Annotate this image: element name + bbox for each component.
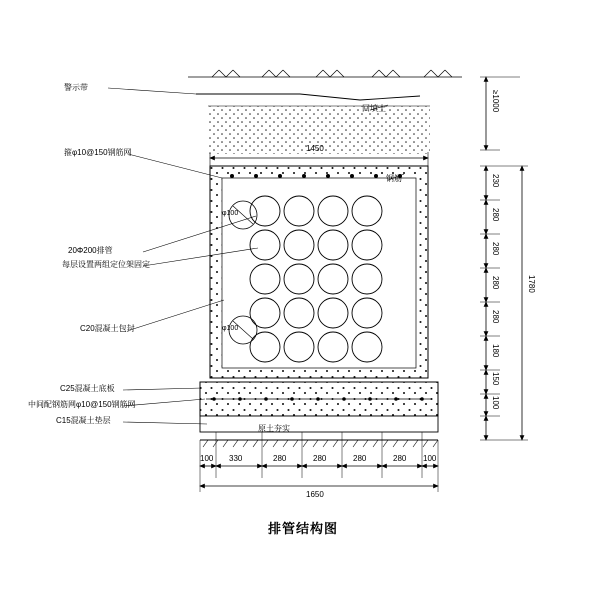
dim-right-4: 280: [491, 310, 500, 324]
label-pipe-fix-note: 每层设置两组定位架固定: [62, 260, 150, 269]
dim-bottom-width: 1650: [306, 490, 324, 499]
label-pipe-dia-upper: φ100: [222, 210, 239, 217]
dim-right-7: 100: [491, 396, 500, 410]
dim-right-6: 150: [491, 372, 500, 386]
dim-right-0: 230: [491, 174, 500, 188]
dim-top-width: 1450: [306, 144, 324, 153]
dim-bottom-5: 280: [393, 454, 407, 463]
label-pipe-count: 20Φ200排管: [68, 246, 113, 255]
label-mid-mesh: 中间配钢筋网φ10@150钢筋网: [28, 400, 136, 409]
label-concrete-encase: C20混凝土包封: [80, 324, 135, 333]
dim-bottom-4: 280: [353, 454, 367, 463]
label-pipe-dia-lower: φ100: [222, 325, 239, 332]
dim-bottom-2: 280: [273, 454, 287, 463]
dim-right-5: 180: [491, 344, 500, 358]
dim-cover-depth: ≥1000: [491, 90, 500, 113]
label-backfill: 回填土: [362, 104, 386, 113]
dim-right-3: 280: [491, 276, 500, 290]
label-compacted-soil: 原土夯实: [258, 424, 290, 433]
dim-bottom-6: 100: [423, 454, 437, 463]
page-title: 排管结构图: [268, 521, 339, 536]
dim-total-height: 1780: [527, 275, 536, 293]
label-base-slab: C25混凝土底板: [60, 384, 115, 393]
dim-bottom-1: 330: [229, 454, 243, 463]
label-mesh-top: 箍φ10@150钢筋网: [64, 148, 132, 157]
dim-bottom-0: 100: [200, 454, 214, 463]
label-warning-tape: 警示带: [64, 83, 88, 92]
label-rebar: 钢筋: [386, 174, 402, 183]
label-cushion: C15混凝土垫层: [56, 416, 111, 425]
dim-bottom-3: 280: [313, 454, 327, 463]
dim-right-2: 280: [491, 242, 500, 256]
dim-right-1: 280: [491, 208, 500, 222]
